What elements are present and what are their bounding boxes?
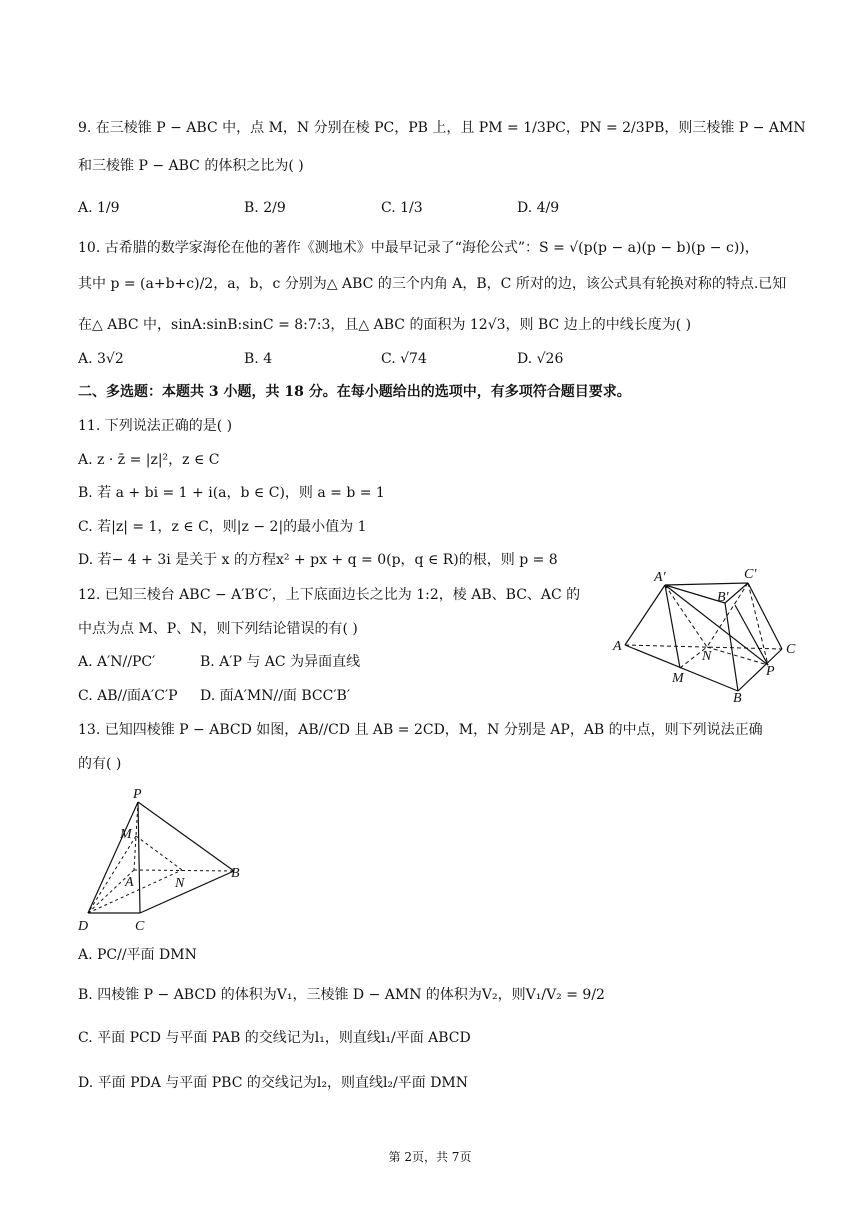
q13-option-a: A. PC//平面 DMN: [78, 947, 197, 963]
q11-option-c: C. 若|z| = 1，z ∈ C，则|z − 2|的最小值为 1: [78, 519, 367, 535]
q12-label-p: P: [766, 664, 775, 679]
q13-line2: 的有( ): [78, 756, 122, 772]
q9-option-c: C. 1/3: [381, 200, 423, 216]
q13-option-c: C. 平面 PCD 与平面 PAB 的交线记为l₁，则直线l₁/平面 ABCD: [78, 1030, 471, 1046]
q12-option-c: C. AB//面A′C′P: [78, 688, 178, 704]
q12-label-c1: C′: [744, 567, 757, 582]
q11-option-b: B. 若 a + bi = 1 + i(a，b ∈ C)，则 a = b = 1: [78, 485, 385, 501]
q13-label-n: N: [175, 876, 185, 891]
q9-option-d: D. 4/9: [517, 200, 560, 216]
q9-line1: 9. 在三棱锥 P − ABC 中，点 M，N 分别在棱 PC，PB 上，且 PM = 1/3PC，PN = 2/3PB，则三棱锥 P − AMN: [78, 120, 806, 136]
q12-label-b: B: [733, 691, 742, 705]
q13-label-b: B: [231, 866, 240, 881]
page-footer: 第 2页，共 7页: [388, 1150, 472, 1164]
q13-label-m: M: [120, 827, 132, 842]
q12-option-d: D. 面A′MN//面 BCC′B′: [200, 688, 351, 704]
q10-line1: 10. 古希腊的数学家海伦在他的著作《测地术》中最早记录了“海伦公式”：S = √(p(p − a)(p − b)(p − c))，: [78, 240, 759, 256]
q13-pyramid-figure: [78, 780, 258, 935]
q10-option-a: A. 3√2: [78, 351, 124, 367]
section-heading: 二、多选题：本题共 3 小题，共 18 分。在每小题给出的选项中，有多项符合题目要求。: [78, 384, 631, 400]
q12-frustum-figure: [610, 565, 810, 705]
q13-line1: 13. 已知四棱锥 P − ABCD 如图，AB//CD 且 AB = 2CD，M，N 分别是 AP，AB 的中点，则下列说法正确: [78, 722, 763, 738]
q10-line3: 在△ ABC 中，sinA:sinB:sinC = 8:7:3，且△ ABC 的面积为 12√3，则 BC 边上的中线长度为( ): [78, 317, 692, 333]
q12-label-m: M: [672, 671, 684, 686]
q13-label-a: A: [125, 875, 134, 890]
q13-label-c: C: [135, 919, 145, 934]
q12-option-a: A. A′N//PC′: [78, 654, 156, 670]
q9-option-a: A. 1/9: [78, 200, 120, 216]
q9-line2: 和三棱锥 P − ABC 的体积之比为( ): [78, 158, 304, 174]
q9-option-b: B. 2/9: [244, 200, 286, 216]
q13-option-d: D. 平面 PDA 与平面 PBC 的交线记为l₂，则直线l₂/平面 DMN: [78, 1075, 469, 1091]
q12-option-b: B. A′P 与 AC 为异面直线: [200, 654, 361, 670]
q12-label-b1: B′: [717, 590, 729, 605]
q13-option-b: B. 四棱锥 P − ABCD 的体积为V₁，三棱锥 D − AMN 的体积为V₂，则V₁/V₂ = 9/2: [78, 987, 605, 1003]
q12-label-c: C: [786, 642, 796, 657]
q11-stem: 11. 下列说法正确的是( ): [78, 418, 233, 434]
q10-line2: 其中 p = (a+b+c)/2，a，b，c 分别为△ ABC 的三个内角 A，B，C 所对的边，该公式具有轮换对称的特点.已知: [78, 276, 787, 292]
q12-label-n: N: [702, 649, 712, 664]
q10-option-d: D. √26: [517, 351, 564, 367]
q10-option-c: C. √74: [381, 351, 427, 367]
q12-label-a1: A′: [654, 570, 666, 585]
q12-line1: 12. 已知三棱台 ABC − A′B′C′，上下底面边长之比为 1:2，棱 AB、BC、AC 的: [78, 587, 581, 603]
q10-option-b: B. 4: [244, 351, 273, 367]
q12-line2: 中点为点 M、P、N，则下列结论错误的有( ): [78, 621, 358, 637]
q11-option-d: D. 若− 4 + 3i 是关于 x 的方程x² + px + q = 0(p，q ∈ R)的根，则 p = 8: [78, 552, 558, 568]
q13-label-d: D: [78, 919, 89, 934]
q13-label-p: P: [133, 787, 142, 802]
q12-label-a: A: [613, 639, 622, 654]
q11-option-a: A. z · z̄ = |z|²，z ∈ C: [78, 452, 220, 468]
